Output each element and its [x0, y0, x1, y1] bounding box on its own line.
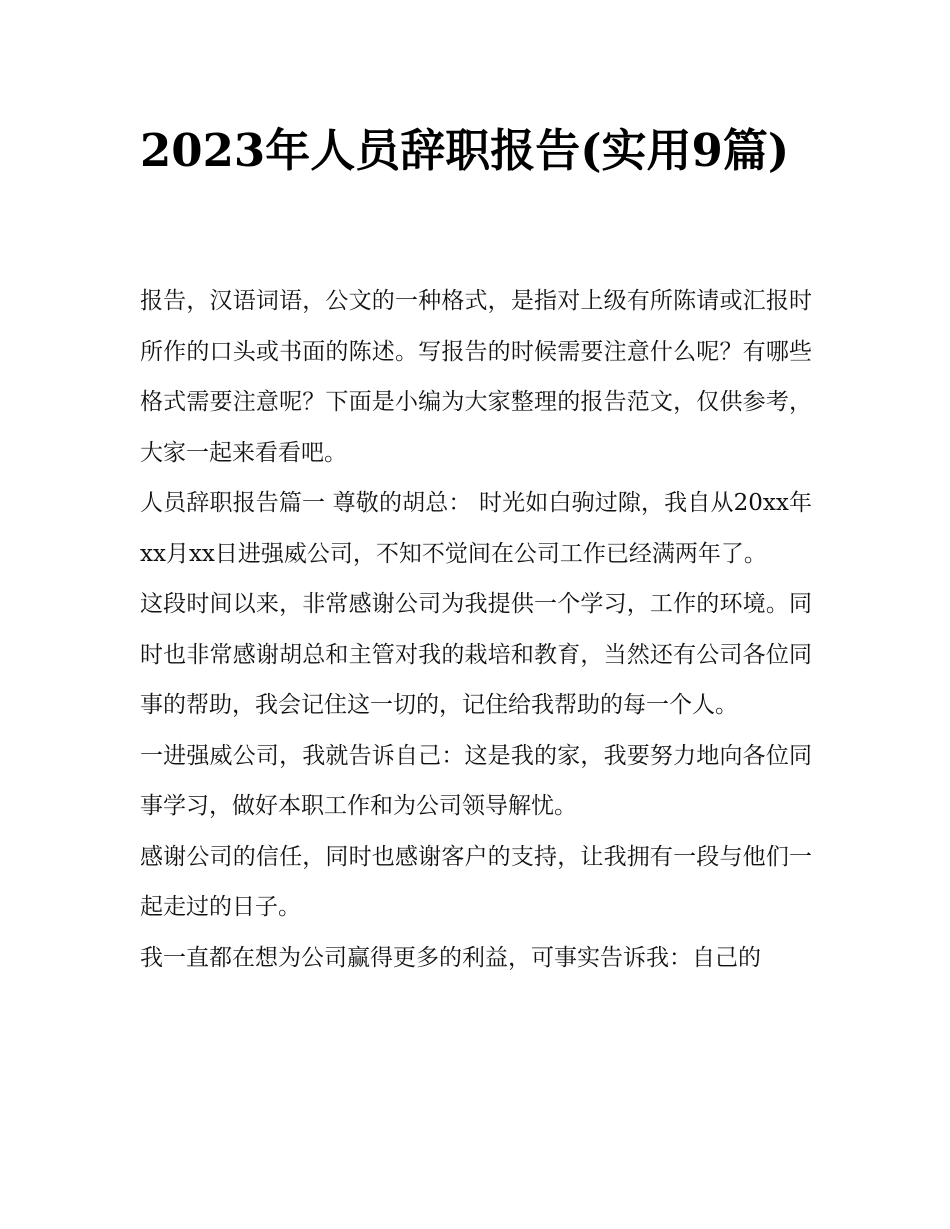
paragraph-greeting: 人员辞职报告篇一 尊敬的胡总： 时光如白驹过隙，我自从20xx年xx月xx日进强威公司，不知不觉间在公司工作已经满两年了。	[140, 490, 812, 567]
document-title: 2023年人员辞职报告(实用9篇)	[140, 124, 790, 177]
paragraph-commitment: 一进强威公司，我就告诉自己：这是我的家，我要努力地向各位同事学习，做好本职工作和为公司领导解忧。	[140, 742, 812, 819]
paragraph-thanks: 这段时间以来，非常感谢公司为我提供一个学习，工作的环境。同时也非常感谢胡总和主管对我的栽培和教育，当然还有公司各位同事的帮助，我会记住这一切的，记住给我帮助的每一个人。	[140, 591, 812, 718]
document-body	[140, 276, 812, 983]
paragraph-intro: 报告，汉语词语，公文的一种格式，是指对上级有所陈请或汇报时所作的口头或书面的陈述。写报告的时候需要注意什么呢？有哪些格式需要注意呢？下面是小编为大家整理的报告范文，仅供参考，大家一起来看看吧。	[140, 288, 812, 466]
paragraph-reflection: 我一直都在想为公司赢得更多的利益，可事实告诉我：自己的	[140, 944, 761, 971]
paragraph-gratitude: 感谢公司的信任，同时也感谢客户的支持，让我拥有一段与他们一起走过的日子。	[140, 843, 812, 920]
